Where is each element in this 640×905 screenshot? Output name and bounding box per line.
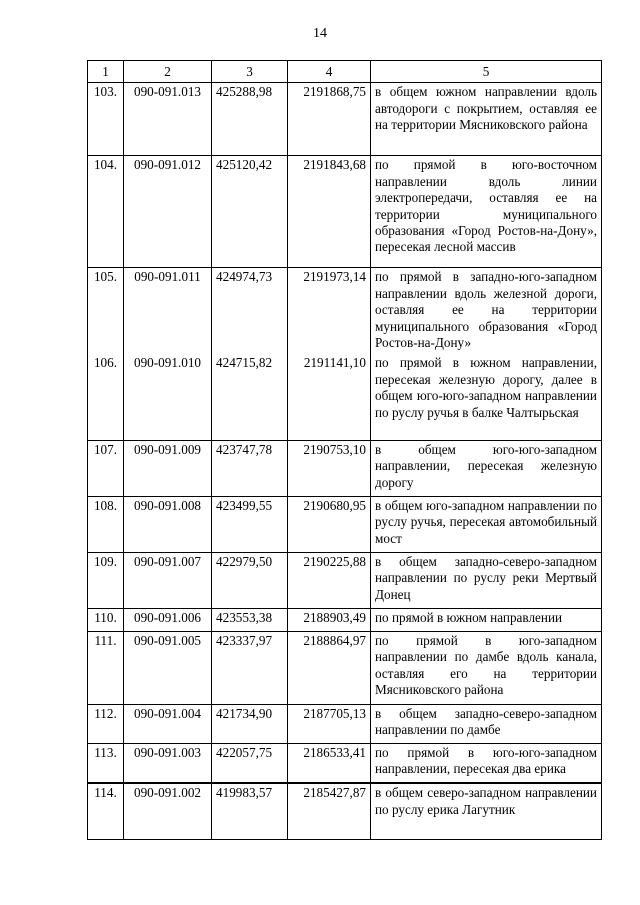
boundary-description: по прямой в юго-западном направлении по дамбе вдоль канала, оставляя его на территории Мясниковского района [371, 631, 602, 704]
coord-x: 423553,38 [212, 608, 288, 631]
coord-y: 2191843,68 [288, 156, 371, 268]
point-code: 090-091.013 [124, 83, 212, 156]
coord-y: 2190753,10 [288, 440, 371, 496]
boundary-description: в общем юго-юго-западном направлении, пересекая железную дорогу [371, 440, 602, 496]
coord-y: 2188864,97 [288, 631, 371, 704]
point-code: 090-091.003 [124, 743, 212, 783]
point-code: 090-091.007 [124, 552, 212, 608]
coord-y: 2191868,75 [288, 83, 371, 156]
row-number: 107. [88, 440, 124, 496]
header-col-5: 5 [371, 61, 602, 83]
coord-y: 2187705,13 [288, 704, 371, 743]
point-code: 090-091.006 [124, 608, 212, 631]
header-col-1: 1 [88, 61, 124, 83]
coord-x: 425288,98 [212, 83, 288, 156]
boundary-description: по прямой в юго-юго-западном направлении, пересекая два ерика [371, 743, 602, 783]
coord-y: 2190680,95 [288, 496, 371, 552]
row-number: 106. [88, 354, 124, 440]
row-number: 108. [88, 496, 124, 552]
coord-x: 423337,97 [212, 631, 288, 704]
header-col-2: 2 [124, 61, 212, 83]
point-code: 090-091.005 [124, 631, 212, 704]
point-code: 090-091.008 [124, 496, 212, 552]
boundary-description: по прямой в западно-юго-западном направлении вдоль железной дороги, оставляя ее на территории муниципального образования «Город Ростов-на-Дону» [371, 268, 602, 355]
coord-x: 423747,78 [212, 440, 288, 496]
point-code: 090-091.010 [124, 354, 212, 440]
table-row [88, 440, 602, 496]
coord-y: 2190225,88 [288, 552, 371, 608]
point-code: 090-091.011 [124, 268, 212, 355]
coord-y: 2186533,41 [288, 743, 371, 783]
row-number: 113. [88, 743, 124, 783]
boundary-description: по прямой в южном направлении, пересекая железную дорогу, далее в общем юго-юго-западном направлении по руслу ручья в балке Чалтырьская [371, 354, 602, 440]
table-row [88, 631, 602, 704]
table-row [88, 608, 602, 631]
coord-y: 2191141,10 [288, 354, 371, 440]
boundary-description: в общем юго-западном направлении по руслу ручья, пересекая автомобильный мост [371, 496, 602, 552]
coord-x: 422057,75 [212, 743, 288, 783]
coord-x: 424715,82 [212, 354, 288, 440]
boundary-points-table [87, 60, 602, 840]
coord-y: 2191973,14 [288, 268, 371, 355]
coord-x: 422979,50 [212, 552, 288, 608]
boundary-description: по прямой в южном направлении [371, 608, 602, 631]
boundary-description: по прямой в юго-восточном направлении вдоль линии электропередачи, оставляя ее на территории муниципального образования «Город Ростов-на-Дону», пересекая лесной массив [371, 156, 602, 268]
header-col-3: 3 [212, 61, 288, 83]
boundary-description: в общем северо-западном направлении по руслу ерика Лагутник [371, 783, 602, 839]
table-row [88, 83, 602, 156]
table-header-row [88, 61, 602, 83]
row-number: 103. [88, 83, 124, 156]
header-col-4: 4 [288, 61, 371, 83]
table-row [88, 354, 602, 440]
boundary-description: в общем западно-северо-западном направлении по руслу реки Мертвый Донец [371, 552, 602, 608]
row-number: 111. [88, 631, 124, 704]
table-row [88, 268, 602, 355]
coord-x: 425120,42 [212, 156, 288, 268]
table-row [88, 783, 602, 839]
point-code: 090-091.012 [124, 156, 212, 268]
table-row [88, 743, 602, 783]
table-row [88, 704, 602, 743]
coord-y: 2185427,87 [288, 783, 371, 839]
row-number: 104. [88, 156, 124, 268]
point-code: 090-091.009 [124, 440, 212, 496]
row-number: 114. [88, 783, 124, 839]
boundary-description: в общем южном направлении вдоль автодороги с покрытием, оставляя ее на территории Мясниковского района [371, 83, 602, 156]
table-row [88, 552, 602, 608]
table-row [88, 156, 602, 268]
coord-x: 419983,57 [212, 783, 288, 839]
coord-y: 2188903,49 [288, 608, 371, 631]
coord-x: 423499,55 [212, 496, 288, 552]
coord-x: 424974,73 [212, 268, 288, 355]
table-row [88, 496, 602, 552]
boundary-description: в общем западно-северо-западном направлении по дамбе [371, 704, 602, 743]
coord-x: 421734,90 [212, 704, 288, 743]
point-code: 090-091.002 [124, 783, 212, 839]
row-number: 112. [88, 704, 124, 743]
point-code: 090-091.004 [124, 704, 212, 743]
row-number: 110. [88, 608, 124, 631]
page-number: 14 [313, 26, 327, 41]
row-number: 109. [88, 552, 124, 608]
row-number: 105. [88, 268, 124, 355]
